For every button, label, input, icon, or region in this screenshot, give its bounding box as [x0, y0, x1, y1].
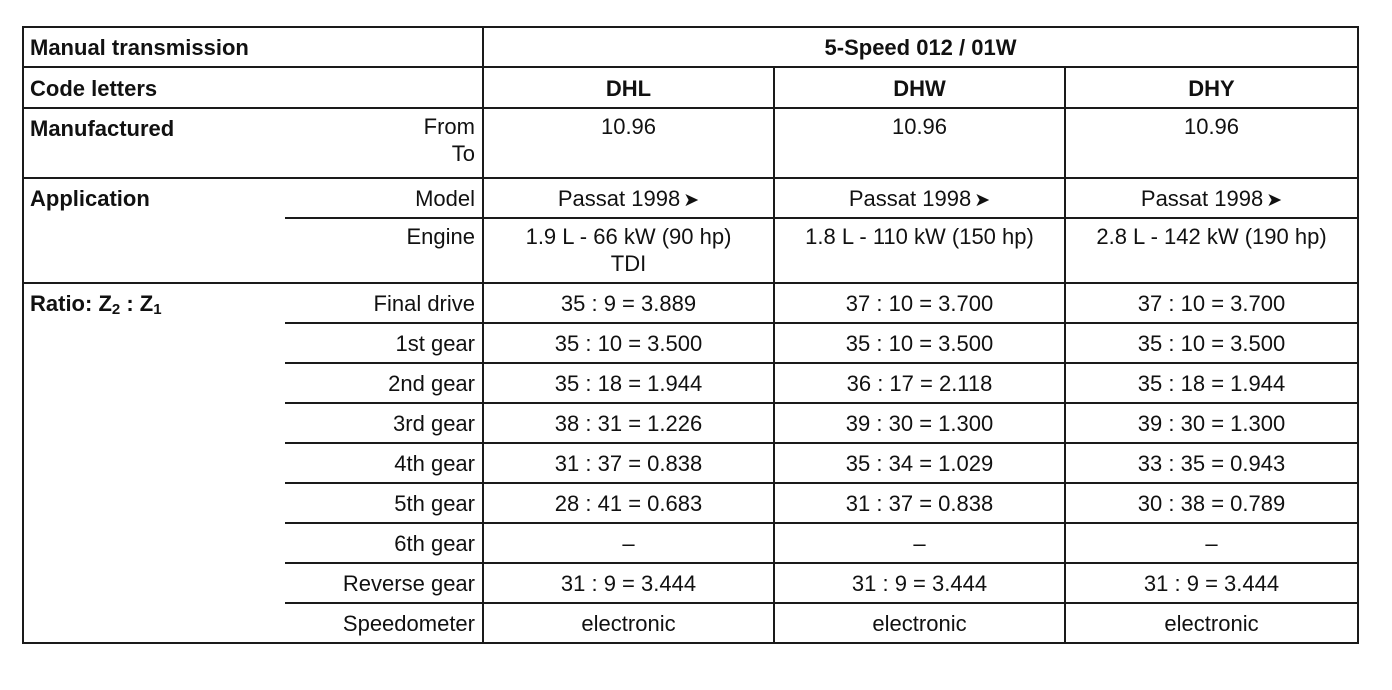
manufactured-dhw [774, 108, 1065, 178]
ratio-value: 35 : 9 = 3.889 [483, 283, 774, 323]
ratio-value: 31 : 37 = 0.838 [774, 483, 1065, 523]
gear-label: 1st gear [285, 323, 483, 363]
manufactured-range-labels [285, 108, 483, 178]
table-title: Manual transmission [23, 27, 483, 67]
model-label: Model [285, 178, 483, 218]
ratio-value: 35 : 18 = 1.944 [483, 363, 774, 403]
ratio-label-prefix: Ratio: Z [30, 291, 112, 316]
ratio-subscript: 2 [111, 301, 121, 318]
ratio-label-mid: : Z [120, 291, 154, 316]
ratio-value: 35 : 34 = 1.029 [774, 443, 1065, 483]
engine-label: Engine [285, 218, 483, 283]
from-label: From [423, 114, 475, 139]
application-model-row [23, 178, 1358, 218]
model-dhl [483, 178, 774, 218]
engine-dhw [774, 218, 1065, 283]
ratio-value: 30 : 38 = 0.789 [1065, 483, 1358, 523]
ratio-value: electronic [774, 603, 1065, 643]
ratio-value: 31 : 37 = 0.838 [483, 443, 774, 483]
code-letters-label: Code letters [23, 67, 483, 108]
code-dhl: DHL [483, 67, 774, 108]
gear-label: 4th gear [285, 443, 483, 483]
arrow-icon: ➤ [683, 190, 700, 211]
manufactured-dhy [1065, 108, 1358, 178]
manufactured-from-value: 10.96 [891, 114, 948, 139]
manufactured-label: Manufactured [23, 108, 285, 178]
engine-line: 1.9 L - 66 kW (90 hp) [525, 224, 732, 249]
header-row [23, 27, 1358, 67]
gear-label: Reverse gear [285, 563, 483, 603]
engine-variant: TDI [610, 251, 647, 276]
ratio-value: electronic [483, 603, 774, 643]
code-dhy: DHY [1065, 67, 1358, 108]
ratio-value: 35 : 10 = 3.500 [483, 323, 774, 363]
model-text: Passat 1998 [1140, 186, 1264, 211]
model-dhw [774, 178, 1065, 218]
arrow-icon: ➤ [1266, 190, 1283, 211]
application-label: Application [23, 178, 285, 283]
ratio-value: 36 : 17 = 2.118 [774, 363, 1065, 403]
ratio-value: 31 : 9 = 3.444 [1065, 563, 1358, 603]
ratio-value: electronic [1065, 603, 1358, 643]
ratio-label [23, 283, 285, 643]
ratio-value: – [774, 523, 1065, 563]
ratio-value: – [1065, 523, 1358, 563]
engine-dhl [483, 218, 774, 283]
gear-label: Speedometer [285, 603, 483, 643]
transmission-spec-table [22, 26, 1359, 644]
model-text: Passat 1998 [557, 186, 681, 211]
ratio-value: 39 : 30 = 1.300 [774, 403, 1065, 443]
code-letters-row [23, 67, 1358, 108]
model-text: Passat 1998 [848, 186, 972, 211]
ratio-value: 33 : 35 = 0.943 [1065, 443, 1358, 483]
manufactured-from-value: 10.96 [600, 114, 657, 139]
ratio-value: 37 : 10 = 3.700 [774, 283, 1065, 323]
code-dhw: DHW [774, 67, 1065, 108]
ratio-row [23, 283, 1358, 323]
manufactured-dhl [483, 108, 774, 178]
engine-line: 2.8 L - 142 kW (190 hp) [1096, 224, 1327, 249]
gear-label: 5th gear [285, 483, 483, 523]
ratio-value: 39 : 30 = 1.300 [1065, 403, 1358, 443]
ratio-value: – [483, 523, 774, 563]
engine-dhy [1065, 218, 1358, 283]
model-dhy [1065, 178, 1358, 218]
spec-table-body [23, 27, 1358, 643]
ratio-value: 28 : 41 = 0.683 [483, 483, 774, 523]
manufactured-from-value: 10.96 [1183, 114, 1240, 139]
ratio-subscript: 1 [153, 301, 162, 318]
ratio-value: 37 : 10 = 3.700 [1065, 283, 1358, 323]
transmission-type: 5-Speed 012 / 01W [483, 27, 1358, 67]
gear-label: 3rd gear [285, 403, 483, 443]
engine-line: 1.8 L - 110 kW (150 hp) [805, 224, 1034, 249]
gear-label: 2nd gear [285, 363, 483, 403]
ratio-value: 31 : 9 = 3.444 [774, 563, 1065, 603]
to-label: To [451, 141, 475, 166]
ratio-value: 31 : 9 = 3.444 [483, 563, 774, 603]
ratio-value: 35 : 10 = 3.500 [774, 323, 1065, 363]
ratio-value: 38 : 31 = 1.226 [483, 403, 774, 443]
manufactured-row [23, 108, 1358, 178]
gear-label: Final drive [285, 283, 483, 323]
gear-label: 6th gear [285, 523, 483, 563]
ratio-value: 35 : 18 = 1.944 [1065, 363, 1358, 403]
arrow-icon: ➤ [974, 190, 991, 211]
ratio-value: 35 : 10 = 3.500 [1065, 323, 1358, 363]
